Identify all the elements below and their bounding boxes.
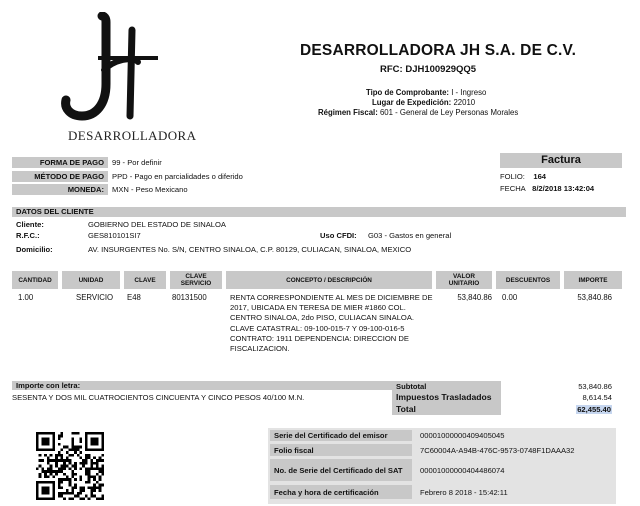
jh-monogram-logo — [58, 12, 168, 124]
qr-code-icon — [36, 432, 104, 500]
client-section-title: DATOS DEL CLIENTE — [12, 207, 626, 217]
row-valor-unitario: 53,840.86 — [457, 293, 492, 302]
folio-fiscal-value: 7C60004A-A94B-476C-9573-0748F1DAAA32 — [420, 445, 575, 455]
regimen-fiscal: Régimen Fiscal: 601 - General de Ley Personas Morales — [318, 108, 519, 117]
col-importe: IMPORTE — [564, 271, 622, 289]
fecha-cert-label: Fecha y hora de certificación — [270, 485, 412, 499]
cert-emisor-label: Serie del Certificado del emisor — [270, 430, 412, 441]
col-valor-unitario: VALOR UNITARIO — [436, 271, 492, 289]
rfc-client-label: R.F.C.: — [16, 231, 40, 240]
tipo-comprobante: Tipo de Comprobante: I - Ingreso — [366, 88, 487, 97]
invoice-folio: FOLIO: 164 — [500, 172, 547, 181]
rfc-client-value: GES810101SI7 — [88, 231, 141, 240]
row-descuentos: 0.00 — [502, 293, 518, 302]
cert-sat-label: No. de Serie del Certificado del SAT — [270, 459, 412, 481]
subtotal-value: 53,840.86 — [578, 382, 612, 391]
col-concepto: CONCEPTO / DESCRIPCIÓN — [226, 271, 432, 289]
metodo-pago-value: PPD - Pago en parcialidades o diferido — [112, 172, 243, 181]
row-unidad: SERVICIO — [76, 293, 114, 302]
folio-fiscal-label: Folio fiscal — [270, 444, 412, 456]
col-cantidad: CANTIDAD — [12, 271, 58, 289]
cert-emisor-value: 00001000000409405045 — [420, 431, 505, 440]
domicilio-value: AV. INSURGENTES No. S/N, CENTRO SINALOA, C.P. 80129, CULIACAN, SINALOA, MEXICO — [88, 245, 412, 254]
fecha-cert-value: Febrero 8 2018 - 15:42:11 — [420, 487, 508, 497]
col-clave-servicio: CLAVE SERVICIO — [170, 271, 222, 289]
row-importe: 53,840.86 — [577, 293, 612, 302]
cliente-value: GOBIERNO DEL ESTADO DE SINALOA — [88, 220, 226, 229]
col-unidad: UNIDAD — [62, 271, 120, 289]
domicilio-label: Domicilio: — [16, 245, 53, 254]
moneda-value: MXN - Peso Mexicano — [112, 185, 188, 194]
company-name: DESARROLLADORA JH S.A. DE C.V. — [300, 42, 577, 59]
impuestos-value: 8,614.54 — [582, 393, 612, 402]
invoice-date: FECHA 8/2/2018 13:42:04 — [500, 184, 595, 193]
invoice-title: Factura — [500, 153, 622, 168]
total-value: 62,455.40 — [577, 405, 611, 414]
col-descuentos: DESCUENTOS — [496, 271, 560, 289]
row-clave: E48 — [127, 293, 141, 302]
subtotal-label: Subtotal — [396, 382, 427, 391]
metodo-pago-label: MÉTODO DE PAGO — [12, 171, 108, 182]
uso-cfdi-value: G03 - Gastos en general — [368, 231, 452, 240]
total-label: Total — [396, 404, 416, 414]
company-rfc: RFC: DJH100929QQ5 — [380, 64, 477, 75]
moneda-label: MONEDA: — [12, 184, 108, 195]
cliente-label: Cliente: — [16, 220, 44, 229]
forma-pago-value: 99 - Por definir — [112, 158, 162, 167]
row-descripcion: RENTA CORRESPONDIENTE AL MES DE DICIEMBRE DE 2017, UBICADA EN TERESA DE MIER #1860 COL. CENTRO SINALOA, 2do PISO, CULIACAN SINALOA. CLAVE CATASTRAL: 09-100-015-7 Y 09-100-016-5 CONTRATO: 1911 DEPENDENCIA: DIRECCION DE FISCALIZACION. — [230, 293, 433, 354]
row-cantidad: 1.00 — [18, 293, 34, 302]
impuestos-label: Impuestos Trasladados — [396, 392, 492, 402]
logo-wordmark: DESARROLLADORA — [68, 128, 197, 143]
importe-letra-label: Importe con letra: — [12, 381, 392, 390]
col-clave: CLAVE — [124, 271, 166, 289]
cert-sat-value: 00001000000404486074 — [420, 465, 505, 475]
row-clave-servicio: 80131500 — [172, 293, 207, 302]
lugar-expedicion: Lugar de Expedición: 22010 — [372, 98, 476, 107]
uso-cfdi-label: Uso CFDI: — [320, 231, 357, 240]
importe-letra: SESENTA Y DOS MIL CUATROCIENTOS CINCUENTA Y CINCO PESOS 40/100 M.N. — [12, 393, 305, 402]
forma-pago-label: FORMA DE PAGO — [12, 157, 108, 168]
